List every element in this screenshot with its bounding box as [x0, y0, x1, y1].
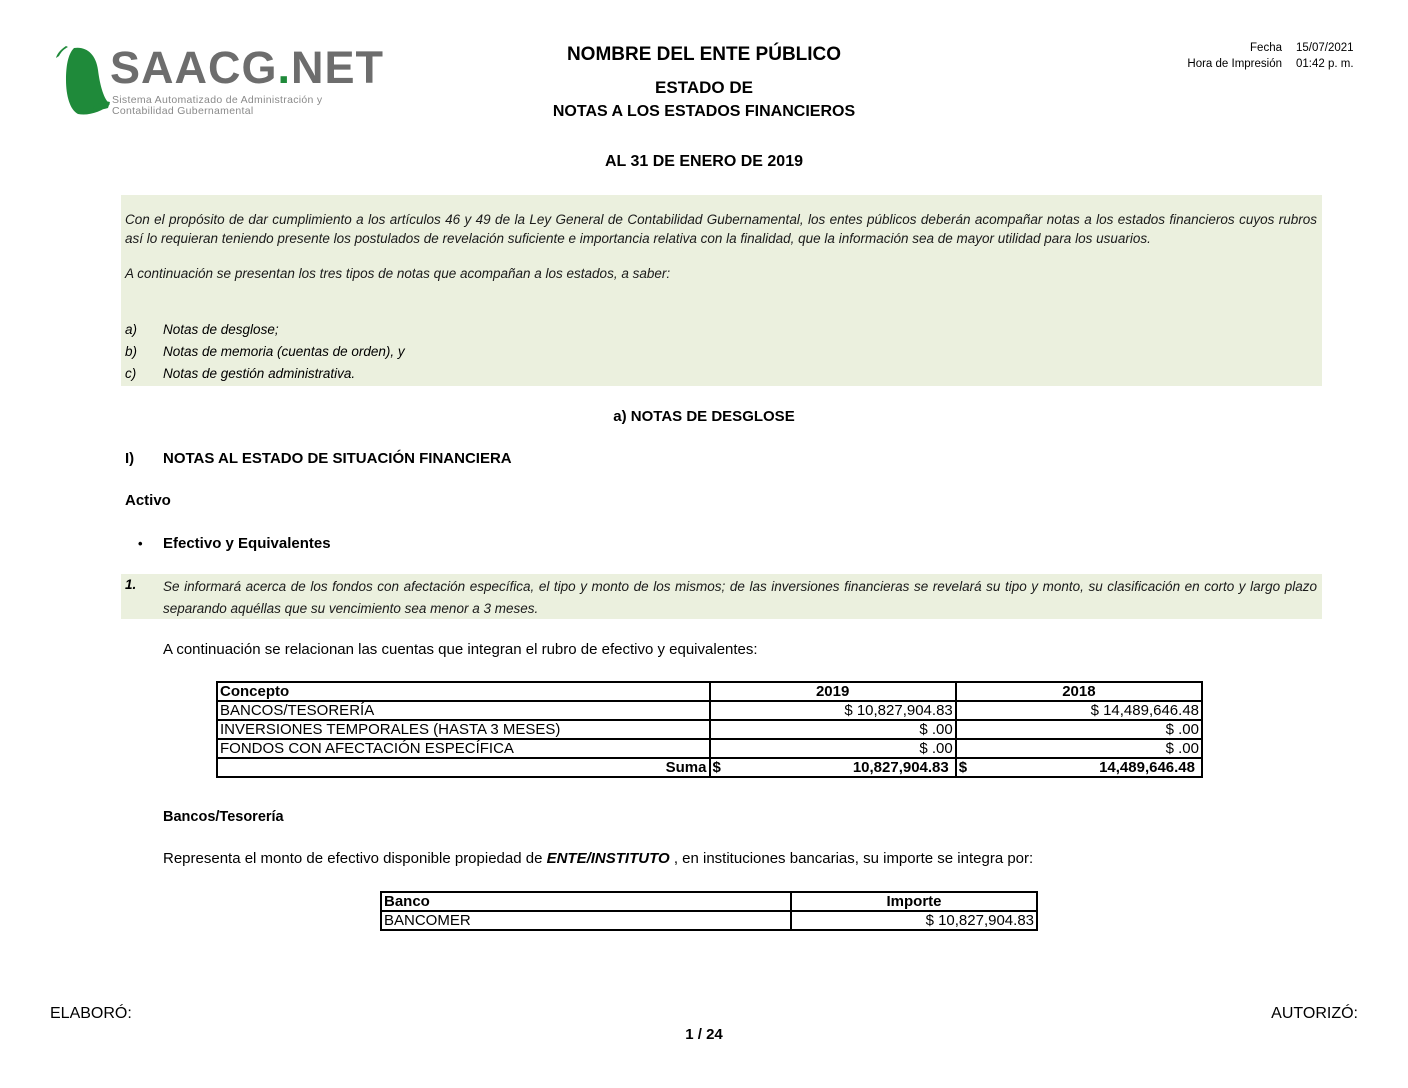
heading-bancos-tesoreria: Bancos/Tesorería — [163, 809, 284, 825]
amount-cell: $ .00 — [710, 720, 956, 739]
intro-paragraph: Con el propósito de dar cumplimiento a los artículos 46 y 49 de la Ley General de Contabilidad Gubernamental, los entes públicos deberán acompañar notas a los estados financieros cuyos rubros así lo requieran teniendo presente los postulados de revelación suficiente e importancia relativa con la finalidad, que la información sea de mayor utilidad para los usuarios. — [125, 212, 1317, 246]
table-intro-text: A continuación se relacionan las cuentas que integran el rubro de efectivo y equivalentes: — [163, 641, 758, 658]
table-row — [217, 701, 1202, 720]
table-total-row — [217, 758, 1202, 777]
report-period: AL 31 DE ENERO DE 2019 — [604, 153, 803, 170]
entity-name: ENTE/INSTITUTO — [546, 850, 670, 867]
bullet-icon: • — [138, 536, 143, 551]
sum-2018-cell: $ 14,489,646.48 — [956, 758, 1202, 777]
table-header-row — [217, 682, 1202, 701]
sum-2018: 14,489,646.48 — [1099, 759, 1195, 776]
fecha-label: Fecha — [1250, 42, 1282, 54]
amount-cell: $ .00 — [956, 720, 1202, 739]
page-number: 1 / 24 — [685, 1026, 723, 1043]
concept-cell: BANCOS/TESORERÍA — [217, 701, 710, 720]
table-row — [217, 739, 1202, 758]
report-title: NOTAS A LOS ESTADOS FINANCIEROS — [552, 103, 856, 120]
amount-cell: $ 14,489,646.48 — [956, 701, 1202, 720]
hora-value: 01:42 p. m. — [1296, 58, 1354, 70]
column-header: Concepto — [217, 682, 710, 701]
section-situacion-financiera: I) NOTAS AL ESTADO DE SITUACIÓN FINANCIERA — [125, 450, 512, 467]
print-metadata — [1187, 40, 1358, 72]
efectivo-table — [216, 681, 1203, 778]
entity-title: NOMBRE DEL ENTE PÚBLICO — [566, 44, 842, 65]
bancos-table — [380, 891, 1038, 931]
heading-efectivo: • Efectivo y Equivalentes — [138, 535, 331, 552]
amount-cell: $ 10,827,904.83 — [710, 701, 956, 720]
list-item: c) Notas de gestión administrativa. — [125, 366, 356, 381]
elaboro-signature-label: ELABORÓ: — [50, 1005, 132, 1022]
hora-label: Hora de Impresión — [1187, 58, 1282, 70]
intro-list-lead: A continuación se presentan los tres tipos de notas que acompañan a los estados, a saber: — [125, 266, 671, 281]
report-subtitle: ESTADO DE — [655, 78, 753, 97]
concept-cell: INVERSIONES TEMPORALES (HASTA 3 MESES) — [217, 720, 710, 739]
column-header: Importe — [791, 892, 1037, 911]
amount-cell: $ 10,827,904.83 — [791, 911, 1037, 930]
logo-wordmark: SAACG.NET — [110, 42, 385, 93]
section-notas-desglose: a) NOTAS DE DESGLOSE — [613, 408, 795, 425]
column-header: 2019 — [710, 682, 956, 701]
note-text: Se informará acerca de los fondos con afectación específica, el tipo y monto de los mismos; de las inversiones financieras se revelará su tipo y monto, su clasificación en corto y largo plazo separando aquéllas que su vencimiento sea menor a 3 meses. — [163, 579, 1317, 616]
amount-cell: $ .00 — [710, 739, 956, 758]
table-row — [381, 911, 1037, 930]
amount-cell: $ .00 — [956, 739, 1202, 758]
sum-2019: 10,827,904.83 — [852, 759, 949, 776]
heading-activo: Activo — [125, 492, 171, 509]
table-row — [217, 720, 1202, 739]
fecha-value: 15/07/2021 — [1296, 42, 1354, 54]
logo-subtitle: Sistema Automatizado de Administración y Contabilidad Gubernamental — [112, 94, 323, 117]
list-item: a) Notas de desglose; — [125, 322, 279, 337]
table-header-row — [381, 892, 1037, 911]
sum-label: Suma — [217, 758, 710, 777]
concept-cell: FONDOS CON AFECTACIÓN ESPECÍFICA — [217, 739, 710, 758]
bank-cell: BANCOMER — [381, 911, 791, 930]
bancos-description: Representa el monto de efectivo disponible propiedad de ENTE/INSTITUTO , en instituciones bancarias, su importe se integra por: — [163, 850, 1034, 867]
column-header: Banco — [381, 892, 791, 911]
sum-2019-cell: $ 10,827,904.83 — [710, 758, 956, 777]
note-number: 1. — [125, 577, 137, 592]
column-header: 2018 — [956, 682, 1202, 701]
autorizo-signature-label: AUTORIZÓ: — [1271, 1005, 1358, 1022]
list-item: b) Notas de memoria (cuentas de orden), y — [125, 344, 405, 359]
